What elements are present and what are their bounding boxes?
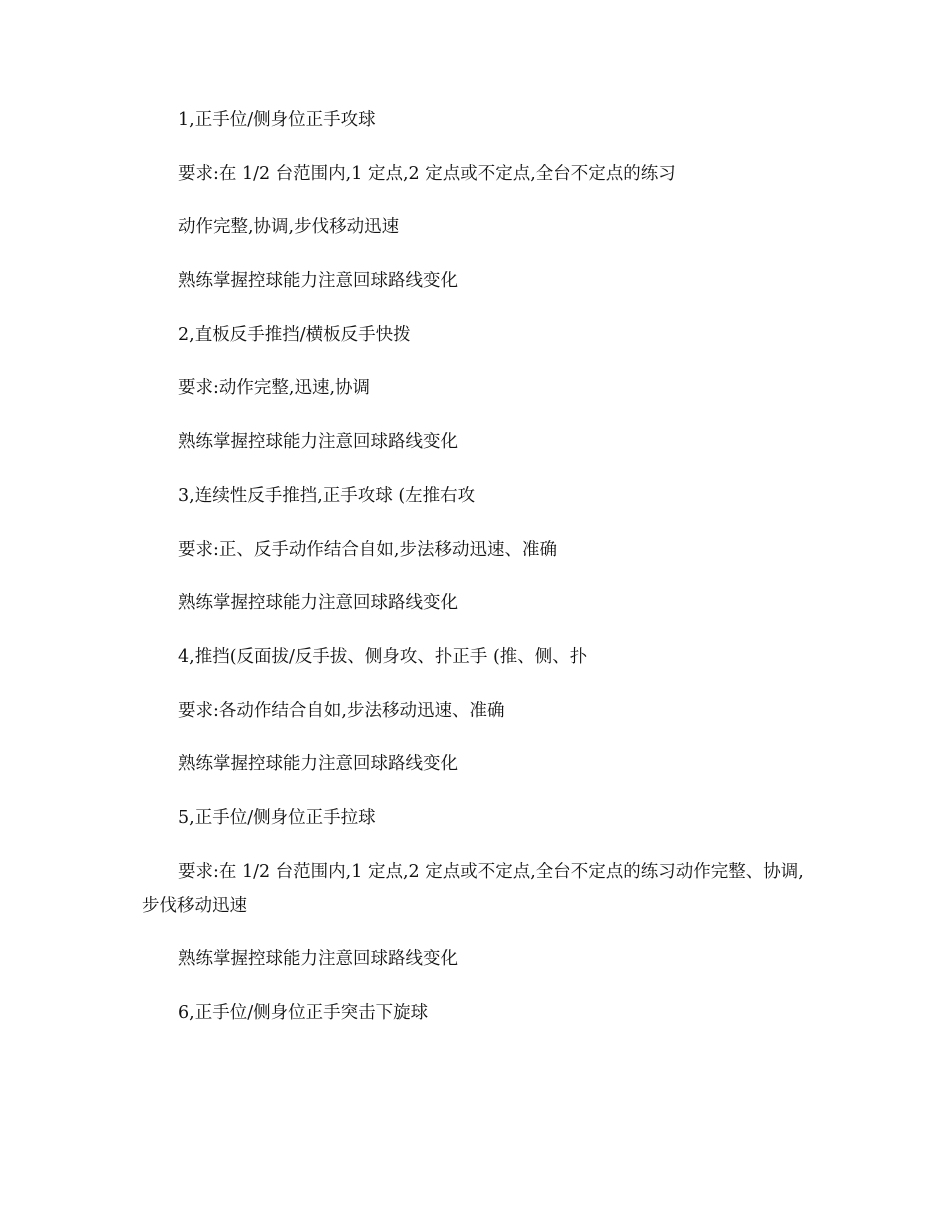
paragraph-13: 熟练掌握控球能力注意回球路线变化: [178, 754, 458, 775]
paragraph-8: 3,连续性反手推挡,正手攻球 (左推右攻: [178, 485, 476, 506]
paragraph-16: 熟练掌握控球能力注意回球路线变化: [178, 949, 458, 970]
paragraph-7: 熟练掌握控球能力注意回球路线变化: [178, 432, 458, 453]
paragraph-4: 熟练掌握控球能力注意回球路线变化: [178, 271, 458, 292]
paragraph-2: 要求:在 1/2 台范围内,1 定点,2 定点或不定点,全台不定点的练习: [178, 163, 676, 184]
paragraph-9: 要求:正、反手动作结合自如,步法移动迅速、准确: [178, 539, 557, 560]
paragraph-12: 要求:各动作结合自如,步法移动迅速、准确: [178, 700, 505, 721]
paragraph-5: 2,直板反手推挡/横板反手快拨: [178, 324, 411, 345]
paragraph-10: 熟练掌握控球能力注意回球路线变化: [178, 593, 458, 614]
document-body: [142, 103, 812, 1050]
paragraph-3: 动作完整,协调,步伐移动迅速: [178, 217, 400, 238]
paragraph-1: 1,正手位/侧身位正手攻球: [178, 110, 376, 130]
paragraph-17: 6,正手位/侧身位正手突击下旋球: [178, 1003, 429, 1023]
paragraph-11: 4,推挡(反面拔/反手拔、侧身攻、扑正手 (推、侧、扑: [178, 646, 588, 667]
paragraph-15: 要求:在 1/2 台范围内,1 定点,2 定点或不定点,全台不定点的练习动作完整、协调,步伐移动迅速: [142, 861, 804, 916]
paragraph-6: 要求:动作完整,迅速,协调: [178, 378, 371, 399]
paragraph-14: 5,正手位/侧身位正手拉球: [178, 807, 376, 828]
